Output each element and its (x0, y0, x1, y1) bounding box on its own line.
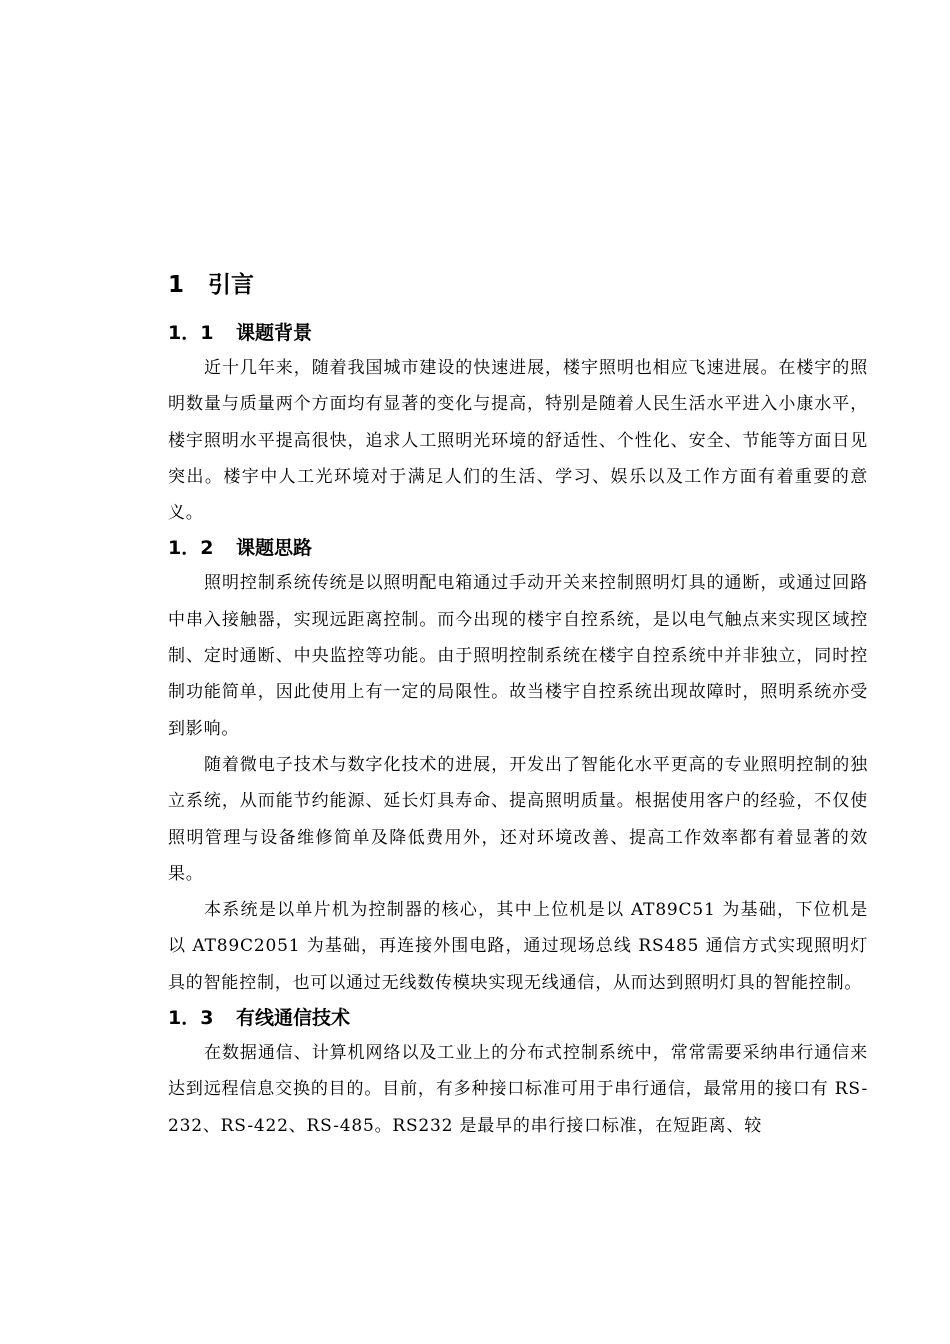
body-paragraph: 本系统是以单片机为控制器的核心，其中上位机是以 AT89C51 为基础，下位机是以 AT89C2051 为基础，再连接外围电路，通过现场总线 RS485 通信方式实现照明灯具的智能控制，也可以通过无线数传模块实现无线通信，从而达到照明灯具的智能控制。 (168, 900, 868, 993)
section-number: 1．1 (168, 322, 214, 344)
section-number: 1．3 (168, 1007, 214, 1030)
section-title: 课题思路 (236, 537, 313, 560)
section-wired-communication (168, 1001, 868, 1144)
section-heading (168, 316, 868, 350)
chapter-number: 1 (168, 272, 185, 298)
body-paragraph: 近十几年来，随着我国城市建设的快速进展，楼宇照明也相应飞速进展。在楼宇的照明数量与质量两个方面均有显著的变化与提高，特别是随着人民生活水平进入小康水平，楼宇照明水平提高很快，追求人工照明光环境的舒适性、个性化、安全、节能等方面日见突出。楼宇中人工光环境对于满足人们的生活、学习、娱乐以及工作方面有着重要的意义。 (168, 358, 868, 524)
chapter-title: 引言 (208, 272, 254, 298)
body-paragraph: 照明控制系统传统是以照明配电箱通过手动开关来控制照明灯具的通断，或通过回路中串入接触器，实现远距离控制。而今出现的楼宇自控系统，是以电气触点来实现区域控制、定时通断、中央监控等功能。由于照明控制系统在楼宇自控系统中并非独立，同时控制功能简单，因此使用上有一定的局限性。故当楼宇自控系统出现故障时，照明系统亦受到影响。 (168, 573, 868, 739)
section-title: 课题背景 (236, 322, 313, 344)
chapter-heading (168, 266, 868, 304)
section-title: 有线通信技术 (236, 1007, 351, 1030)
section-background (168, 316, 868, 531)
body-paragraph: 随着微电子技术与数字化技术的进展，开发出了智能化水平更高的专业照明控制的独立系统，从而能节约能源、延长灯具寿命、提高照明质量。根据使用客户的经验，不仅使照明管理与设备维修简单及降低费用外，还对环境改善、提高工作效率都有着显著的效果。 (168, 754, 868, 884)
body-paragraph: 在数据通信、计算机网络以及工业上的分布式控制系统中，常常需要采纳串行通信来达到远程信息交换的目的。目前，有多种接口标准可用于串行通信，最常用的接口有 RS-232、RS-422、RS-485。RS232 是最早的串行接口标准，在短距离、较 (168, 1043, 868, 1136)
section-heading (168, 1001, 868, 1035)
section-heading (168, 531, 868, 565)
page-content (168, 266, 868, 1144)
section-number: 1．2 (168, 537, 214, 560)
section-approach (168, 531, 868, 1001)
